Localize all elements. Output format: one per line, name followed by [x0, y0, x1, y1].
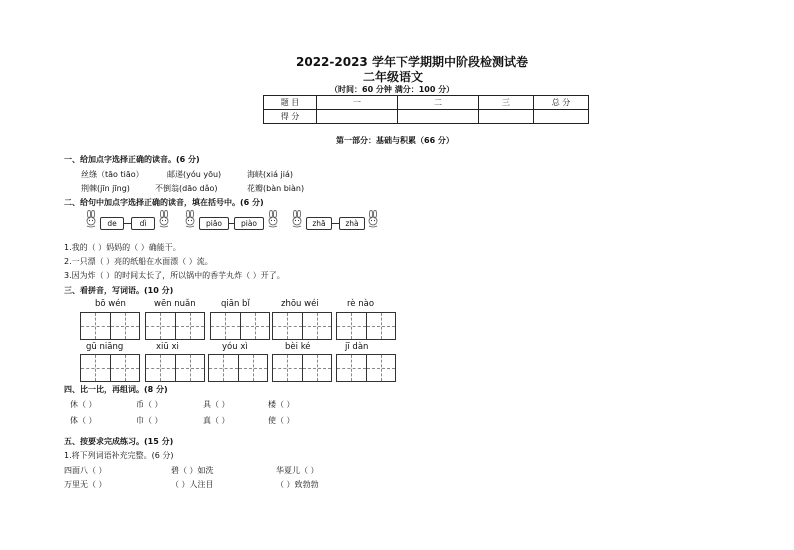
- score-header: 一: [317, 96, 398, 110]
- q4-item: 楼（ ）: [268, 400, 295, 409]
- q2-sentence: 1.我的（ ）妈妈的（ ）确能干。: [64, 243, 181, 252]
- writing-grid[interactable]: [145, 354, 205, 382]
- rabbit-icon: [157, 210, 171, 228]
- q1-item: 海峡(xiá jiá): [247, 170, 293, 179]
- q3-title: 三、看拼音，写词语。(10 分): [64, 286, 174, 295]
- part1-title: 第一部分：基础与积累（66 分）: [336, 136, 454, 145]
- rabbit-icon: [84, 210, 98, 228]
- time-info: （时间：60 分钟 满分：100 分）: [330, 85, 455, 94]
- rabbit-icon: [366, 210, 380, 228]
- q5-subtitle: 1.将下列词语补充完整。(6 分): [64, 451, 174, 460]
- q4-item: 体（ ）: [70, 416, 97, 425]
- score-header: 二: [398, 96, 479, 110]
- score-table: [263, 95, 589, 124]
- writing-grid[interactable]: [272, 312, 332, 340]
- q4-item: 币（ ）: [136, 400, 163, 409]
- pinyin-label: qiān bǐ: [221, 299, 250, 309]
- q4-item: 使（ ）: [268, 416, 295, 425]
- pinyin-label: zhōu wéi: [281, 299, 319, 309]
- exam-title: 2022-2023 学年下学期期中阶段检测试卷: [296, 55, 528, 69]
- connector: [123, 223, 131, 224]
- pinyin-label: yóu xì: [222, 342, 248, 352]
- q4-item: 具（ ）: [203, 400, 230, 409]
- q5-item: 四面八（ ）: [64, 466, 107, 475]
- writing-grid[interactable]: [145, 312, 205, 340]
- q5-item: 碧（ ）如洗: [171, 466, 214, 475]
- score-cell[interactable]: [479, 110, 534, 124]
- pinyin-option: de: [100, 217, 124, 230]
- rabbit-icon: [290, 210, 304, 228]
- pinyin-option: dì: [131, 217, 155, 230]
- q1-title: 一、给加点字选择正确的读音。(6 分): [64, 155, 200, 164]
- rabbit-icon: [183, 210, 197, 228]
- q4-title: 四、比一比，再组词。(8 分): [64, 385, 168, 394]
- writing-grid[interactable]: [80, 354, 140, 382]
- q1-item: 丝绦（tāo tiāo）: [81, 170, 144, 179]
- q5-title: 五、按要求完成练习。(15 分): [64, 437, 174, 446]
- rabbit-icon: [266, 210, 280, 228]
- score-cell[interactable]: [398, 110, 479, 124]
- score-header: 题 目: [264, 96, 317, 110]
- writing-grid[interactable]: [336, 312, 396, 340]
- writing-grid[interactable]: [208, 354, 268, 382]
- pinyin-label: bō wén: [95, 299, 126, 309]
- q1-item: 荆棘(jīn jīng): [81, 184, 130, 193]
- writing-grid[interactable]: [336, 354, 396, 382]
- q5-item: 华夏儿（ ）: [276, 466, 319, 475]
- q4-item: 真（ ）: [203, 416, 230, 425]
- q2-sentence: 2.一只漂（ ）亮的纸船在水面漂（ ）流。: [64, 257, 213, 266]
- pinyin-label: wēn nuǎn: [154, 299, 196, 309]
- pinyin-option: piào: [234, 217, 264, 230]
- q1-item: 邮递(yóu yōu): [167, 170, 222, 179]
- q5-item: （ ）人注目: [171, 480, 214, 489]
- pinyin-option: zhà: [339, 217, 365, 230]
- q1-item: 不倒翁(dāo dǎo): [155, 184, 218, 193]
- exam-subtitle: 二年级语文: [363, 70, 424, 84]
- q4-item: 巾（ ）: [136, 416, 163, 425]
- q5-item: （ ）致勃勃: [276, 480, 319, 489]
- score-cell[interactable]: [317, 110, 398, 124]
- q1-item: 花瓣(bàn biàn): [247, 184, 305, 193]
- score-cell[interactable]: [534, 110, 589, 124]
- q4-item: 休（ ）: [70, 400, 97, 409]
- pinyin-label: rè nào: [347, 299, 375, 309]
- pinyin-option: zhā: [306, 217, 332, 230]
- pinyin-label: gū niāng: [86, 342, 124, 352]
- connector: [331, 223, 339, 224]
- q5-item: 万里无（ ）: [64, 480, 107, 489]
- pinyin-label: bèi ké: [285, 342, 311, 352]
- writing-grid[interactable]: [210, 312, 270, 340]
- pinyin-label: xiū xi: [156, 342, 179, 352]
- pinyin-label: jī dàn: [345, 342, 369, 352]
- score-header: 三: [479, 96, 534, 110]
- q2-title: 二、给句中加点字选择正确的读音，填在括号中。(6 分): [64, 198, 264, 207]
- score-row-label: 得 分: [264, 110, 317, 124]
- writing-grid[interactable]: [272, 354, 332, 382]
- writing-grid[interactable]: [80, 312, 140, 340]
- q2-sentence: 3.因为炸（ ）的时间太长了，所以锅中的香芋丸炸（ ）开了。: [64, 271, 285, 280]
- score-header: 总 分: [534, 96, 589, 110]
- pinyin-option: piāo: [199, 217, 229, 230]
